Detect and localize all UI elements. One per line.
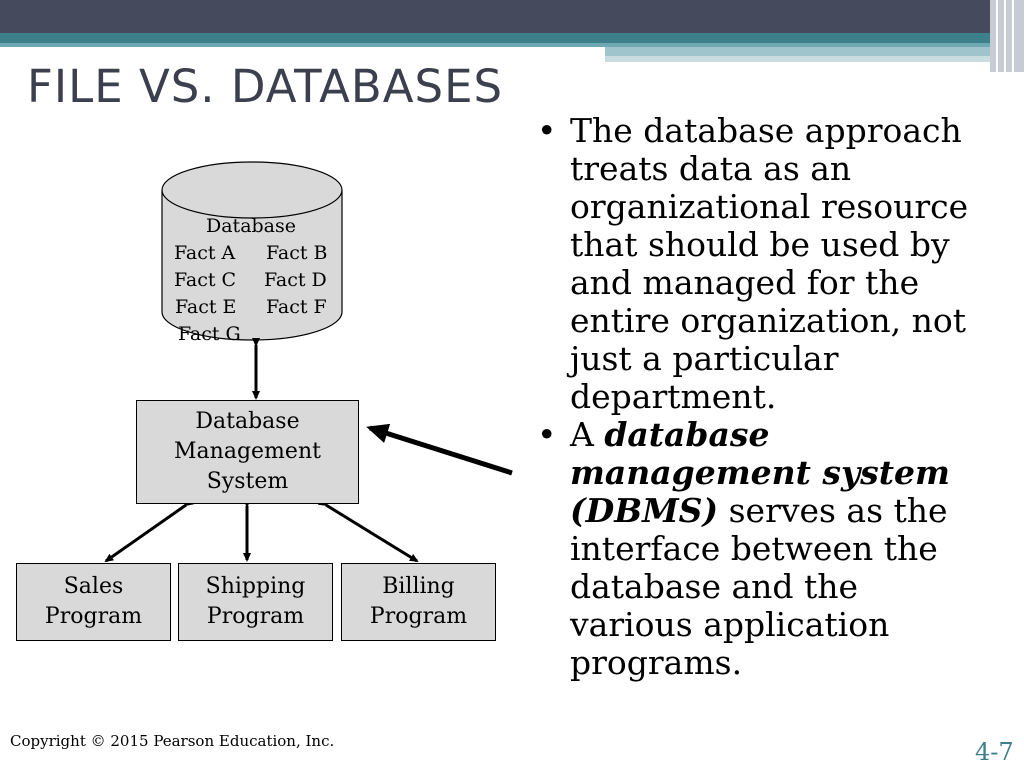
billing-program-box bbox=[341, 563, 496, 641]
fact-a: Fact A bbox=[174, 242, 236, 264]
sales-program-line-1: Sales bbox=[63, 574, 124, 599]
dbms-line-2: Management bbox=[174, 439, 321, 464]
shipping-program-line-1: Shipping bbox=[205, 574, 306, 599]
page-number: 4-7 bbox=[975, 738, 1014, 766]
bullet-2-rest: serves as the interface between the database and the various application programs. bbox=[570, 491, 948, 682]
dbms-line-3: System bbox=[206, 469, 289, 494]
pointer-arrow bbox=[370, 428, 512, 473]
fact-e: Fact E bbox=[175, 296, 237, 318]
dbms-term: database management system (DBMS) bbox=[570, 415, 950, 530]
arrow-dbms-sales bbox=[106, 505, 186, 561]
copyright-notice: Copyright © 2015 Pearson Education, Inc. bbox=[10, 732, 335, 750]
fact-g: Fact G bbox=[178, 323, 241, 345]
bullet-marker: • bbox=[537, 415, 557, 454]
shipping-program-box bbox=[178, 563, 333, 641]
database-label: Database bbox=[206, 215, 297, 237]
sales-program-line-2: Program bbox=[44, 604, 143, 629]
shipping-program-line-2: Program bbox=[206, 604, 305, 629]
fact-c: Fact C bbox=[174, 269, 237, 291]
bullet-item-2 bbox=[537, 416, 977, 682]
database-cylinder-top bbox=[162, 162, 342, 218]
billing-program-line-2: Program bbox=[369, 604, 468, 629]
dbms-line-1: Database bbox=[195, 409, 300, 434]
bullet-marker: • bbox=[537, 111, 557, 150]
fact-b: Fact B bbox=[266, 242, 328, 264]
bullet-list bbox=[537, 112, 977, 682]
arrow-dbms-billing bbox=[326, 505, 417, 561]
fact-f: Fact F bbox=[266, 296, 327, 318]
sales-program-box bbox=[16, 563, 171, 641]
bullet-item-1 bbox=[537, 112, 977, 416]
bullet-1-text: The database approach treats data as an organizational resource that should be used by and managed for the entire organization, not just a particular department. bbox=[570, 111, 969, 416]
slide-title: FILE VS. DATABASES bbox=[27, 60, 504, 113]
billing-program-line-1: Billing bbox=[382, 574, 455, 599]
fact-d: Fact D bbox=[264, 269, 327, 291]
bullet-2-prefix: A bbox=[570, 415, 605, 454]
dbms-box bbox=[136, 400, 359, 504]
